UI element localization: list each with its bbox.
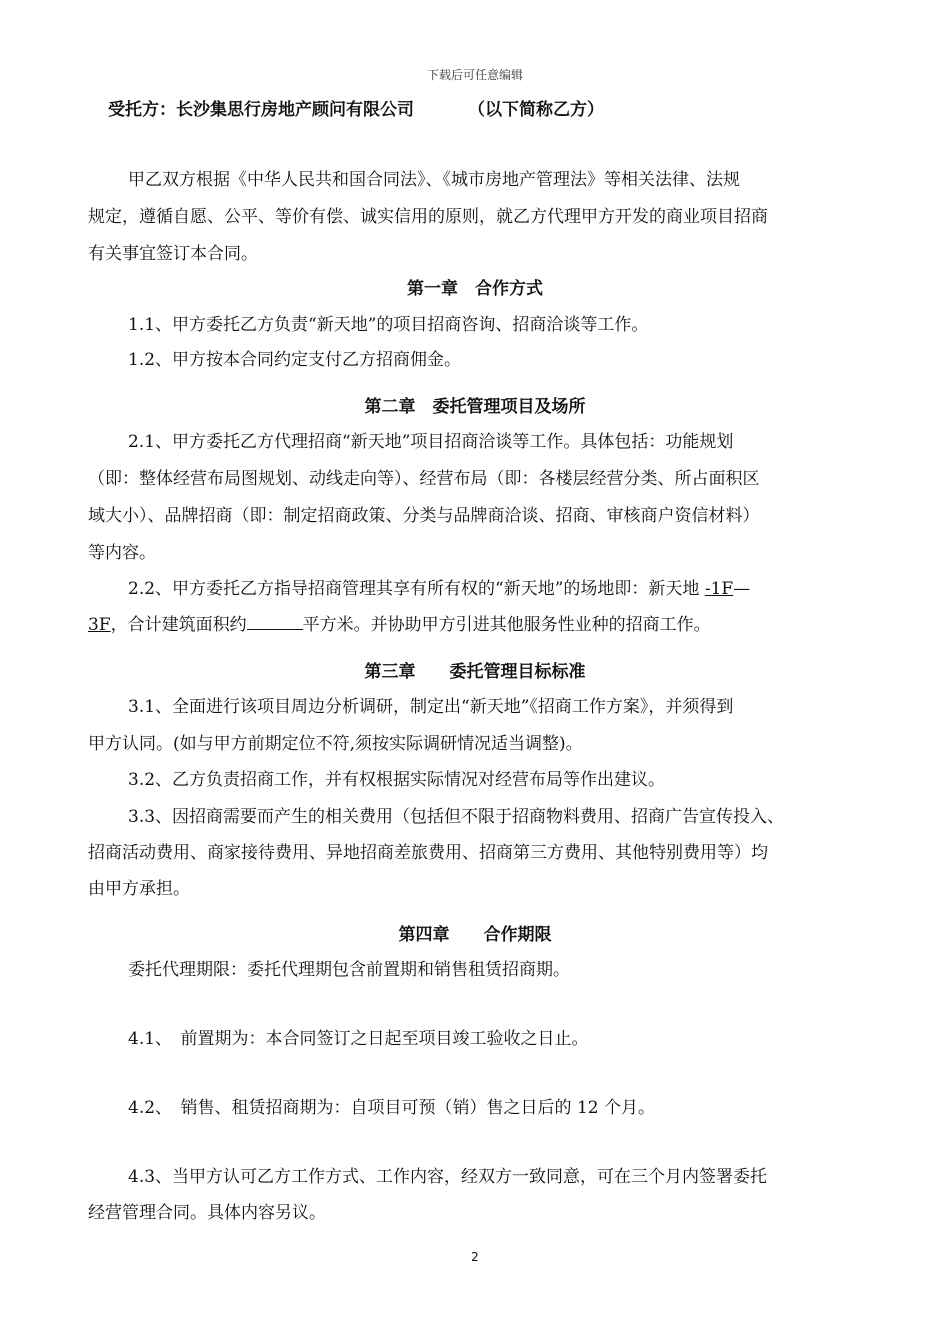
floor-start: -1F [704, 579, 734, 599]
clause-3-1-line-1: 3.1、全面进行该项目周边分析调研，制定出“新天地”《招商工作方案》，并须得到 [128, 697, 734, 717]
chapter-4-title: 第四章 合作期限 [398, 925, 552, 945]
header-note: 下载后可任意编辑 [426, 68, 523, 82]
floor-dash: — [733, 579, 751, 599]
clause-3-1-line-2: 甲方认同。(如与甲方前期定位不符,须按实际调研情况适当调整)。 [88, 734, 583, 754]
clause-2-1-line-4: 等内容。 [88, 543, 156, 563]
clause-2-1-line-2: （即：整体经营布局图规划、动线走向等）、经营布局（即：各楼层经营分类、所占面积区 [88, 469, 760, 489]
trustee-abbr: （以下简称乙方） [468, 100, 604, 120]
clause-3-3-line-1: 3.3、因招商需要而产生的相关费用（包括但不限于招商物料费用、招商广告宣传投入、 [128, 807, 785, 827]
clause-4-3-line-1: 4.3、当甲方认可乙方工作方式、工作内容，经双方一致同意，可在三个月内签署委托 [128, 1167, 768, 1187]
chapter-1-title: 第一章 合作方式 [407, 279, 543, 299]
area-unit-text: 平方米。并协助甲方引进其他服务性业种的招商工作。 [302, 615, 711, 635]
clause-4-3-line-2: 经营管理合同。具体内容另议。 [88, 1203, 326, 1223]
page-number: 2 [471, 1250, 479, 1264]
clause-1-2: 1.2、甲方按本合同约定支付乙方招商佣金。 [128, 350, 462, 370]
intro-line-3: 有关事宜签订本合同。 [88, 244, 258, 264]
clause-2-1-line-1: 2.1、甲方委托乙方代理招商“新天地”项目招商洽谈等工作。具体包括：功能规划 [128, 432, 734, 452]
area-blank [247, 611, 303, 630]
floor-end: 3F [88, 615, 111, 635]
trustee-line [108, 92, 898, 129]
clause-2-2-text: 2.2、甲方委托乙方指导招商管理其享有所有权的“新天地”的场地即：新天地 [128, 579, 705, 599]
chapter-4-intro: 委托代理期限：委托代理期包含前置期和销售租赁招商期。 [128, 960, 570, 980]
clause-2-2-line-2 [88, 607, 878, 644]
clause-1-1: 1.1、甲方委托乙方负责“新天地”的项目招商咨询、招商洽谈等工作。 [128, 315, 649, 335]
clause-4-1: 4.1、 前置期为：本合同签订之日起至项目竣工验收之日止。 [128, 1029, 589, 1049]
trustee-label: 受托方：长沙集思行房地产顾问有限公司 [108, 100, 414, 120]
clause-3-2: 3.2、乙方负责招商工作，并有权根据实际情况对经营布局等作出建议。 [128, 770, 666, 790]
area-label: ，合计建筑面积约 [110, 615, 247, 635]
chapter-2-title: 第二章 委托管理项目及场所 [364, 397, 586, 417]
intro-line-2: 规定，遵循自愿、公平、等价有偿、诚实信用的原则，就乙方代理甲方开发的商业项目招商 [88, 207, 768, 227]
clause-2-2-line-1 [88, 571, 878, 608]
intro-line-1: 甲乙双方根据《中华人民共和国合同法》、《城市房地产管理法》等相关法律、法规 [128, 170, 740, 190]
clause-4-2: 4.2、 销售、租赁招商期为：自项目可预（销）售之日后的 12 个月。 [128, 1098, 655, 1118]
clause-3-3-line-2: 招商活动费用、商家接待费用、异地招商差旅费用、招商第三方费用、其他特别费用等）均 [88, 843, 768, 863]
chapter-3-title: 第三章 委托管理目标标准 [364, 662, 586, 682]
clause-3-3-line-3: 由甲方承担。 [88, 879, 190, 899]
clause-2-1-line-3: 域大小）、品牌招商（即：制定招商政策、分类与品牌商洽谈、招商、审核商户资信材料） [88, 506, 760, 526]
